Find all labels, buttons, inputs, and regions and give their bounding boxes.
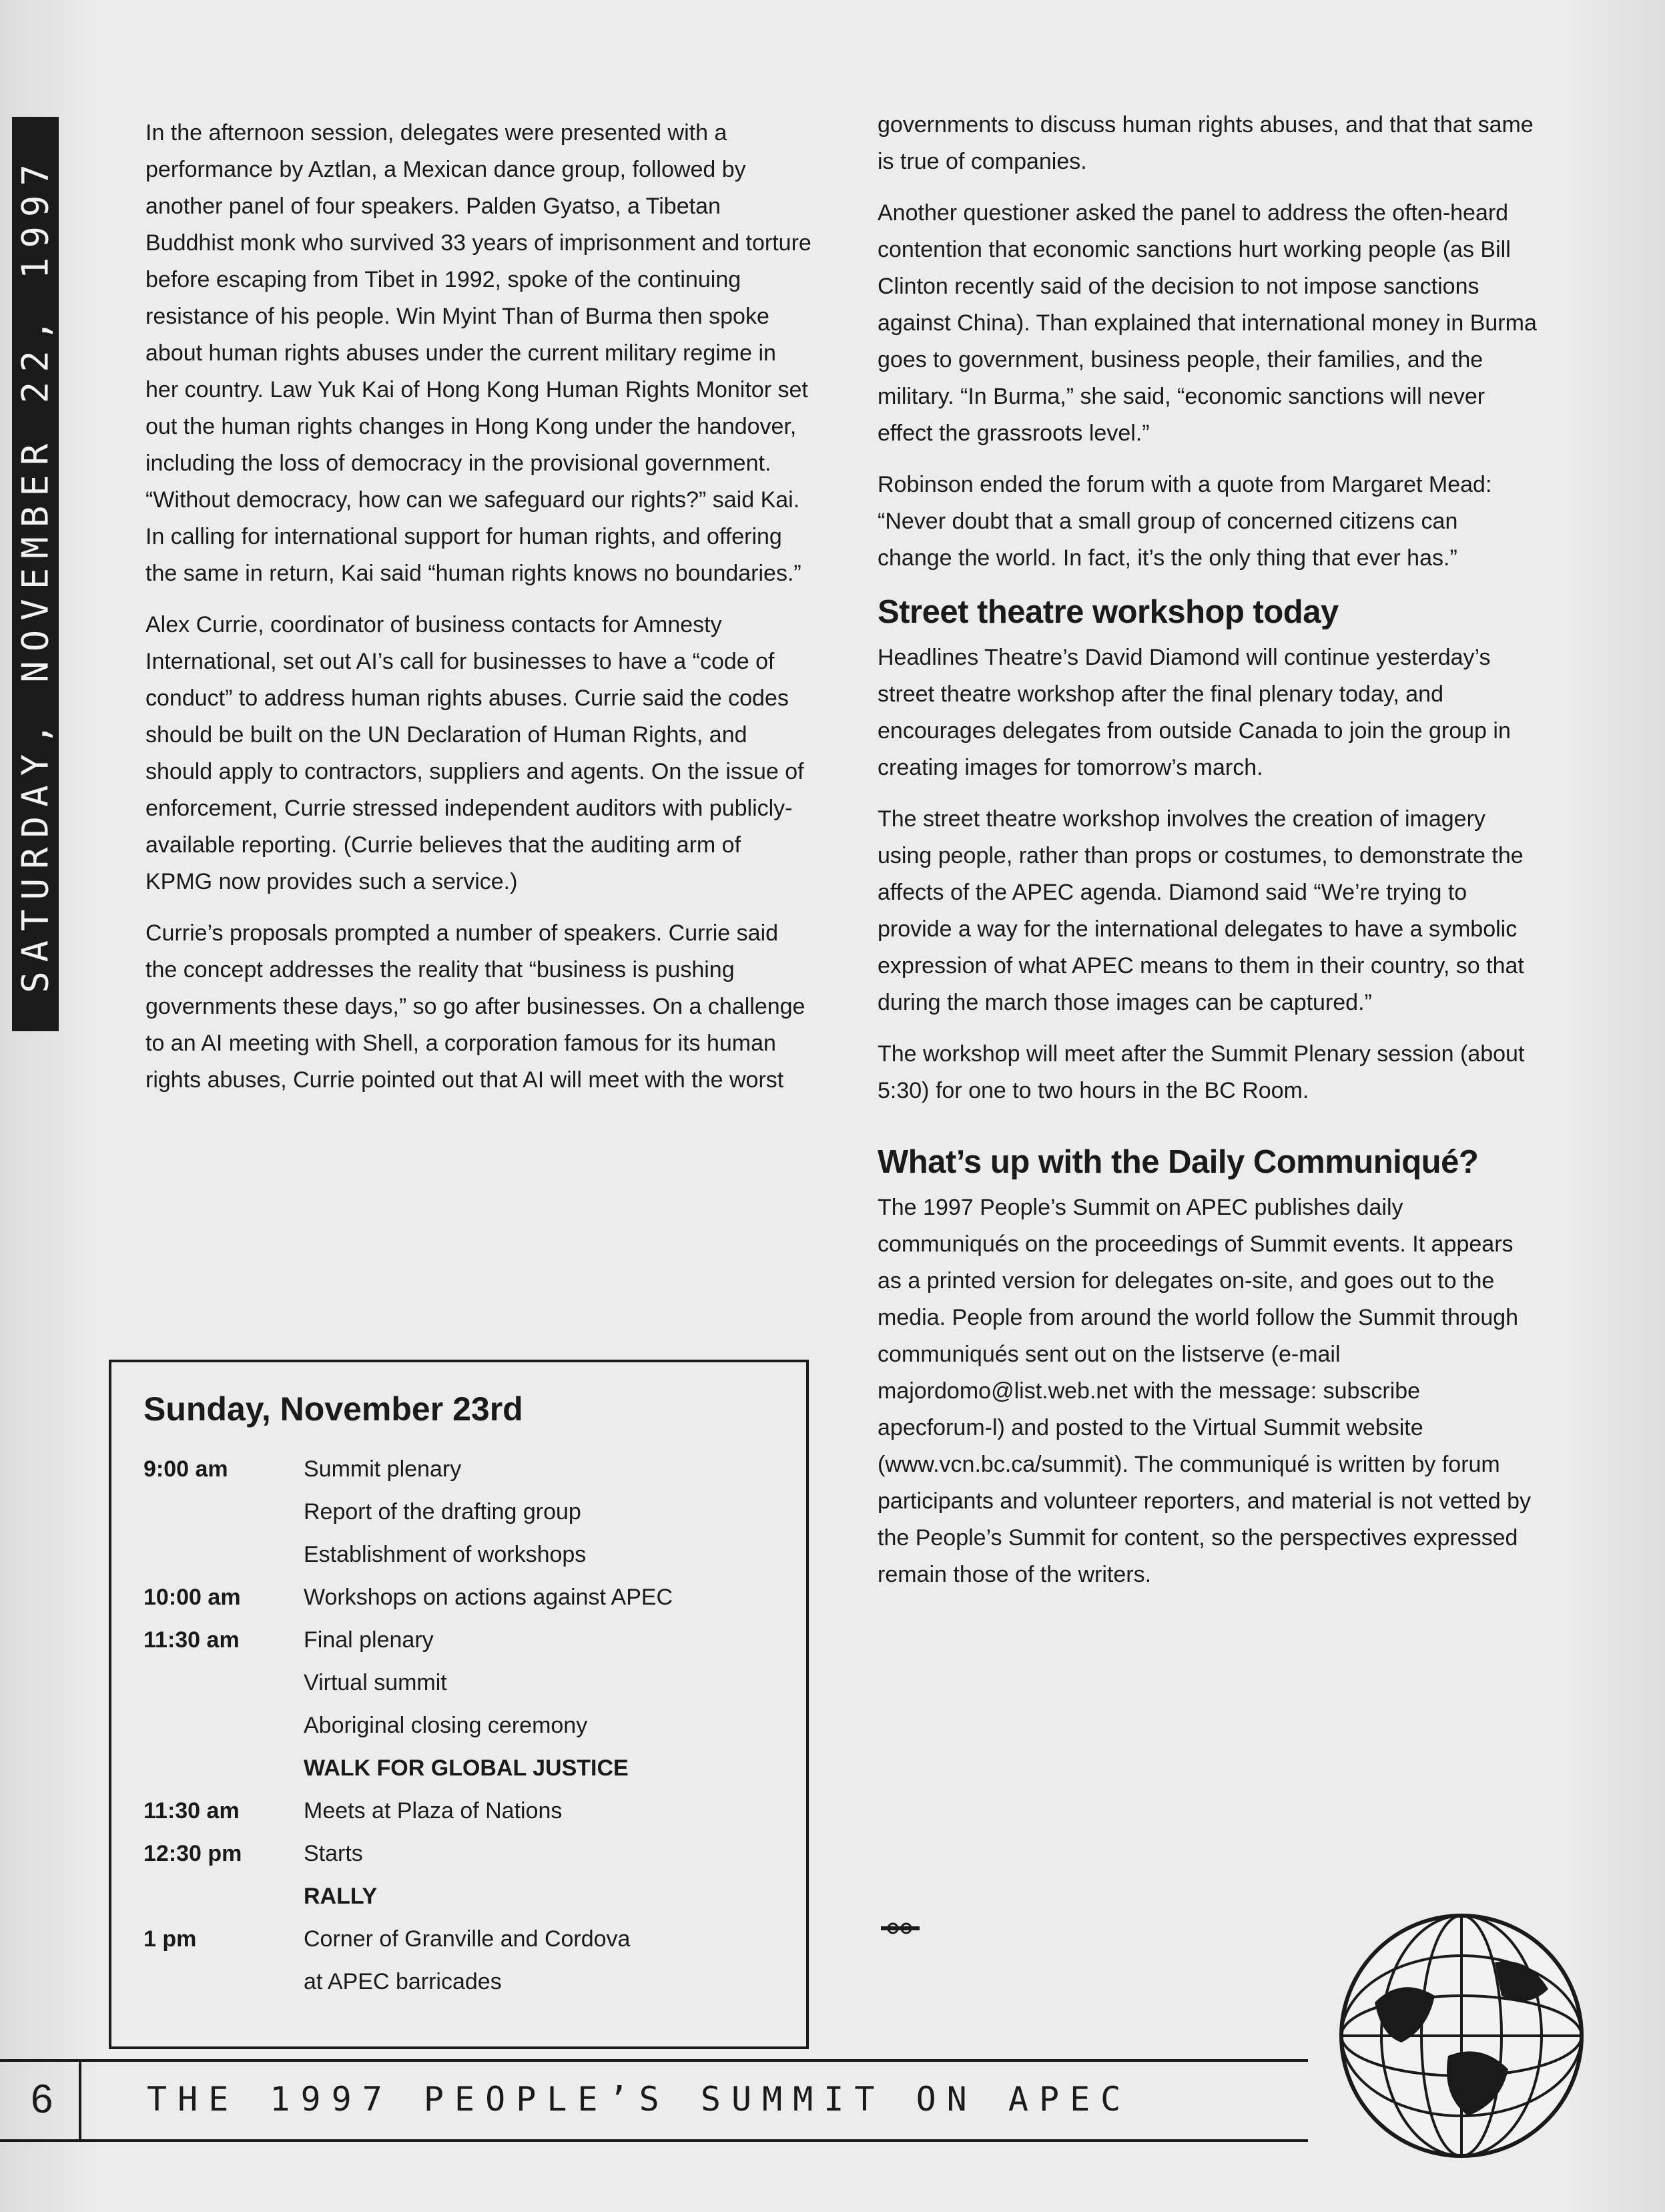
paragraph: Alex Currie, coordinator of business contacts for Amnesty International, set out AI’s call for businesses to have a “code of conduct” to address human rights abuses. Currie said the codes should be built on the UN Declaration of Human Rights, and should apply to contractors, suppliers and agents. On the issue of enforcement, Currie stressed independent auditors with publicly-available reporting. (Currie believes that the auditing arm of KPMG now provides such a service.)	[145, 612, 804, 894]
schedule-row	[143, 1661, 774, 1704]
schedule-row	[143, 1918, 774, 1960]
schedule-time: 12:30 pm	[143, 1841, 242, 1866]
schedule-time: 11:30 am	[143, 1627, 240, 1653]
schedule-row	[143, 1875, 774, 1918]
left-column	[145, 115, 813, 1113]
schedule-row	[143, 1747, 774, 1789]
paragraph: The workshop will meet after the Summit Plenary session (about 5:30) for one to two hours in the BC Room.	[878, 1041, 1525, 1103]
schedule-event: Meets at Plaza of Nations	[304, 1798, 563, 1824]
schedule-event: Establishment of workshops	[304, 1542, 587, 1567]
schedule-row	[143, 1704, 774, 1747]
schedule-time: 10:00 am	[143, 1585, 241, 1610]
schedule-event: Starts	[304, 1841, 363, 1866]
footer-rule	[0, 2059, 1308, 2062]
schedule-list	[143, 1448, 774, 2003]
date-banner-text: SATURDAY, NOVEMBER 22, 1997	[14, 155, 57, 993]
schedule-event: WALK FOR GLOBAL JUSTICE	[304, 1755, 629, 1781]
paragraph: Headlines Theatre’s David Diamond will continue yesterday’s street theatre workshop after the final plenary today, and encourages delegates from outside Canada to join the group in creating images for tomorrow’s march.	[878, 645, 1511, 780]
ornament-icon	[880, 1921, 921, 1936]
schedule-event: Virtual summit	[304, 1670, 447, 1695]
schedule-time	[143, 1875, 304, 1918]
schedule-event: at APEC barricades	[304, 1969, 502, 1994]
schedule-time	[143, 1533, 304, 1576]
footer-rule	[0, 2139, 1308, 2142]
schedule-row	[143, 1619, 774, 1661]
paragraph: The street theatre workshop involves the creation of imagery using people, rather than props or costumes, to demonstrate the affects of the APEC agenda. Diamond said “We’re trying to provide a way for the international delegates to have a symbolic expression of what APEC means to them in their country, so that during the march those images can be captured.”	[878, 806, 1524, 1015]
schedule-time: 1 pm	[143, 1926, 197, 1952]
schedule-time	[143, 1704, 304, 1747]
schedule-time	[143, 1661, 304, 1704]
schedule-row	[143, 1490, 774, 1533]
schedule-event: RALLY	[304, 1884, 378, 1909]
paragraph: In the afternoon session, delegates were presented with a performance by Aztlan, a Mexican dance group, followed by another panel of four speakers. Palden Gyatso, a Tibetan Buddhist monk who survived 33 years of imprisonment and torture before escaping from Tibet in 1992, spoke of the continuing resistance of his people. Win Myint Than of Burma then spoke about human rights abuses under the current military regime in her country. Law Yuk Kai of Hong Kong Human Rights Monitor set out the human rights changes in Hong Kong under the handover, including the loss of democracy in the provisional government. “Without democracy, how can we safeguard our rights?” said Kai. In calling for international support for human rights, and offering the same in return, Kai said “human rights knows no boundaries.”	[145, 120, 811, 586]
schedule-event: Report of the drafting group	[304, 1499, 581, 1525]
schedule-row	[143, 1448, 774, 1490]
schedule-row	[143, 1960, 774, 2003]
globe-icon	[1328, 1902, 1595, 2169]
footer-title: THE 1997 PEOPLE’S SUMMIT ON APEC	[147, 2080, 1132, 2119]
schedule-event: Aboriginal closing ceremony	[304, 1713, 588, 1738]
schedule-time	[143, 1960, 304, 2003]
schedule-row	[143, 1533, 774, 1576]
paragraph: governments to discuss human rights abuses, and that that same is true of companies.	[878, 112, 1534, 174]
schedule-time	[143, 1490, 304, 1533]
schedule-event: Final plenary	[304, 1627, 434, 1653]
schedule-row	[143, 1789, 774, 1832]
street-theatre-heading: Street theatre workshop today	[878, 594, 1339, 630]
page-number: 6	[31, 2077, 53, 2121]
schedule-row	[143, 1576, 774, 1619]
schedule-event: Workshops on actions against APEC	[304, 1585, 673, 1610]
paragraph: Robinson ended the forum with a quote from Margaret Mead: “Never doubt that a small group of concerned citizens can change the world. In fact, it’s the only thing that ever has.”	[878, 472, 1492, 571]
schedule-time: 11:30 am	[143, 1798, 240, 1824]
schedule-box	[109, 1360, 809, 2049]
schedule-title: Sunday, November 23rd	[143, 1390, 523, 1428]
right-column	[878, 107, 1538, 1608]
footer-divider	[79, 2059, 81, 2142]
paragraph: The 1997 People’s Summit on APEC publishes daily communiqués on the proceedings of Summit events. It appears as a printed version for delegates on-site, and goes out to the media. People from around the world follow the Summit through communiqués sent out on the listserve (e-mail majordomo@list.web.net with the message: subscribe apecforum-l) and posted to the Virtual Summit website (www.vcn.bc.ca/summit). The communiqué is written by forum participants and volunteer reporters, and material is not vetted by the People’s Summit for content, so the perspectives expressed remain those of the writers.	[878, 1195, 1531, 1587]
communique-heading: What’s up with the Daily Communiqué?	[878, 1144, 1479, 1180]
schedule-event: Corner of Granville and Cordova	[304, 1926, 631, 1952]
schedule-event: Summit plenary	[304, 1456, 462, 1482]
schedule-time	[143, 1747, 304, 1789]
schedule-time: 9:00 am	[143, 1456, 228, 1482]
schedule-row	[143, 1832, 774, 1875]
paragraph: Currie’s proposals prompted a number of speakers. Currie said the concept addresses the reality that “business is pushing governments these days,” so go after businesses. On a challenge to an AI meeting with Shell, a corporation famous for its human rights abuses, Currie pointed out that AI will meet with the worst	[145, 920, 805, 1093]
paragraph: Another questioner asked the panel to address the often-heard contention that economic sanctions hurt working people (as Bill Clinton recently said of the decision to not impose sanctions against China). Than explained that international money in Burma goes to government, business people, their families, and the military. “In Burma,” she said, “economic sanctions will never effect the grassroots level.”	[878, 200, 1537, 446]
